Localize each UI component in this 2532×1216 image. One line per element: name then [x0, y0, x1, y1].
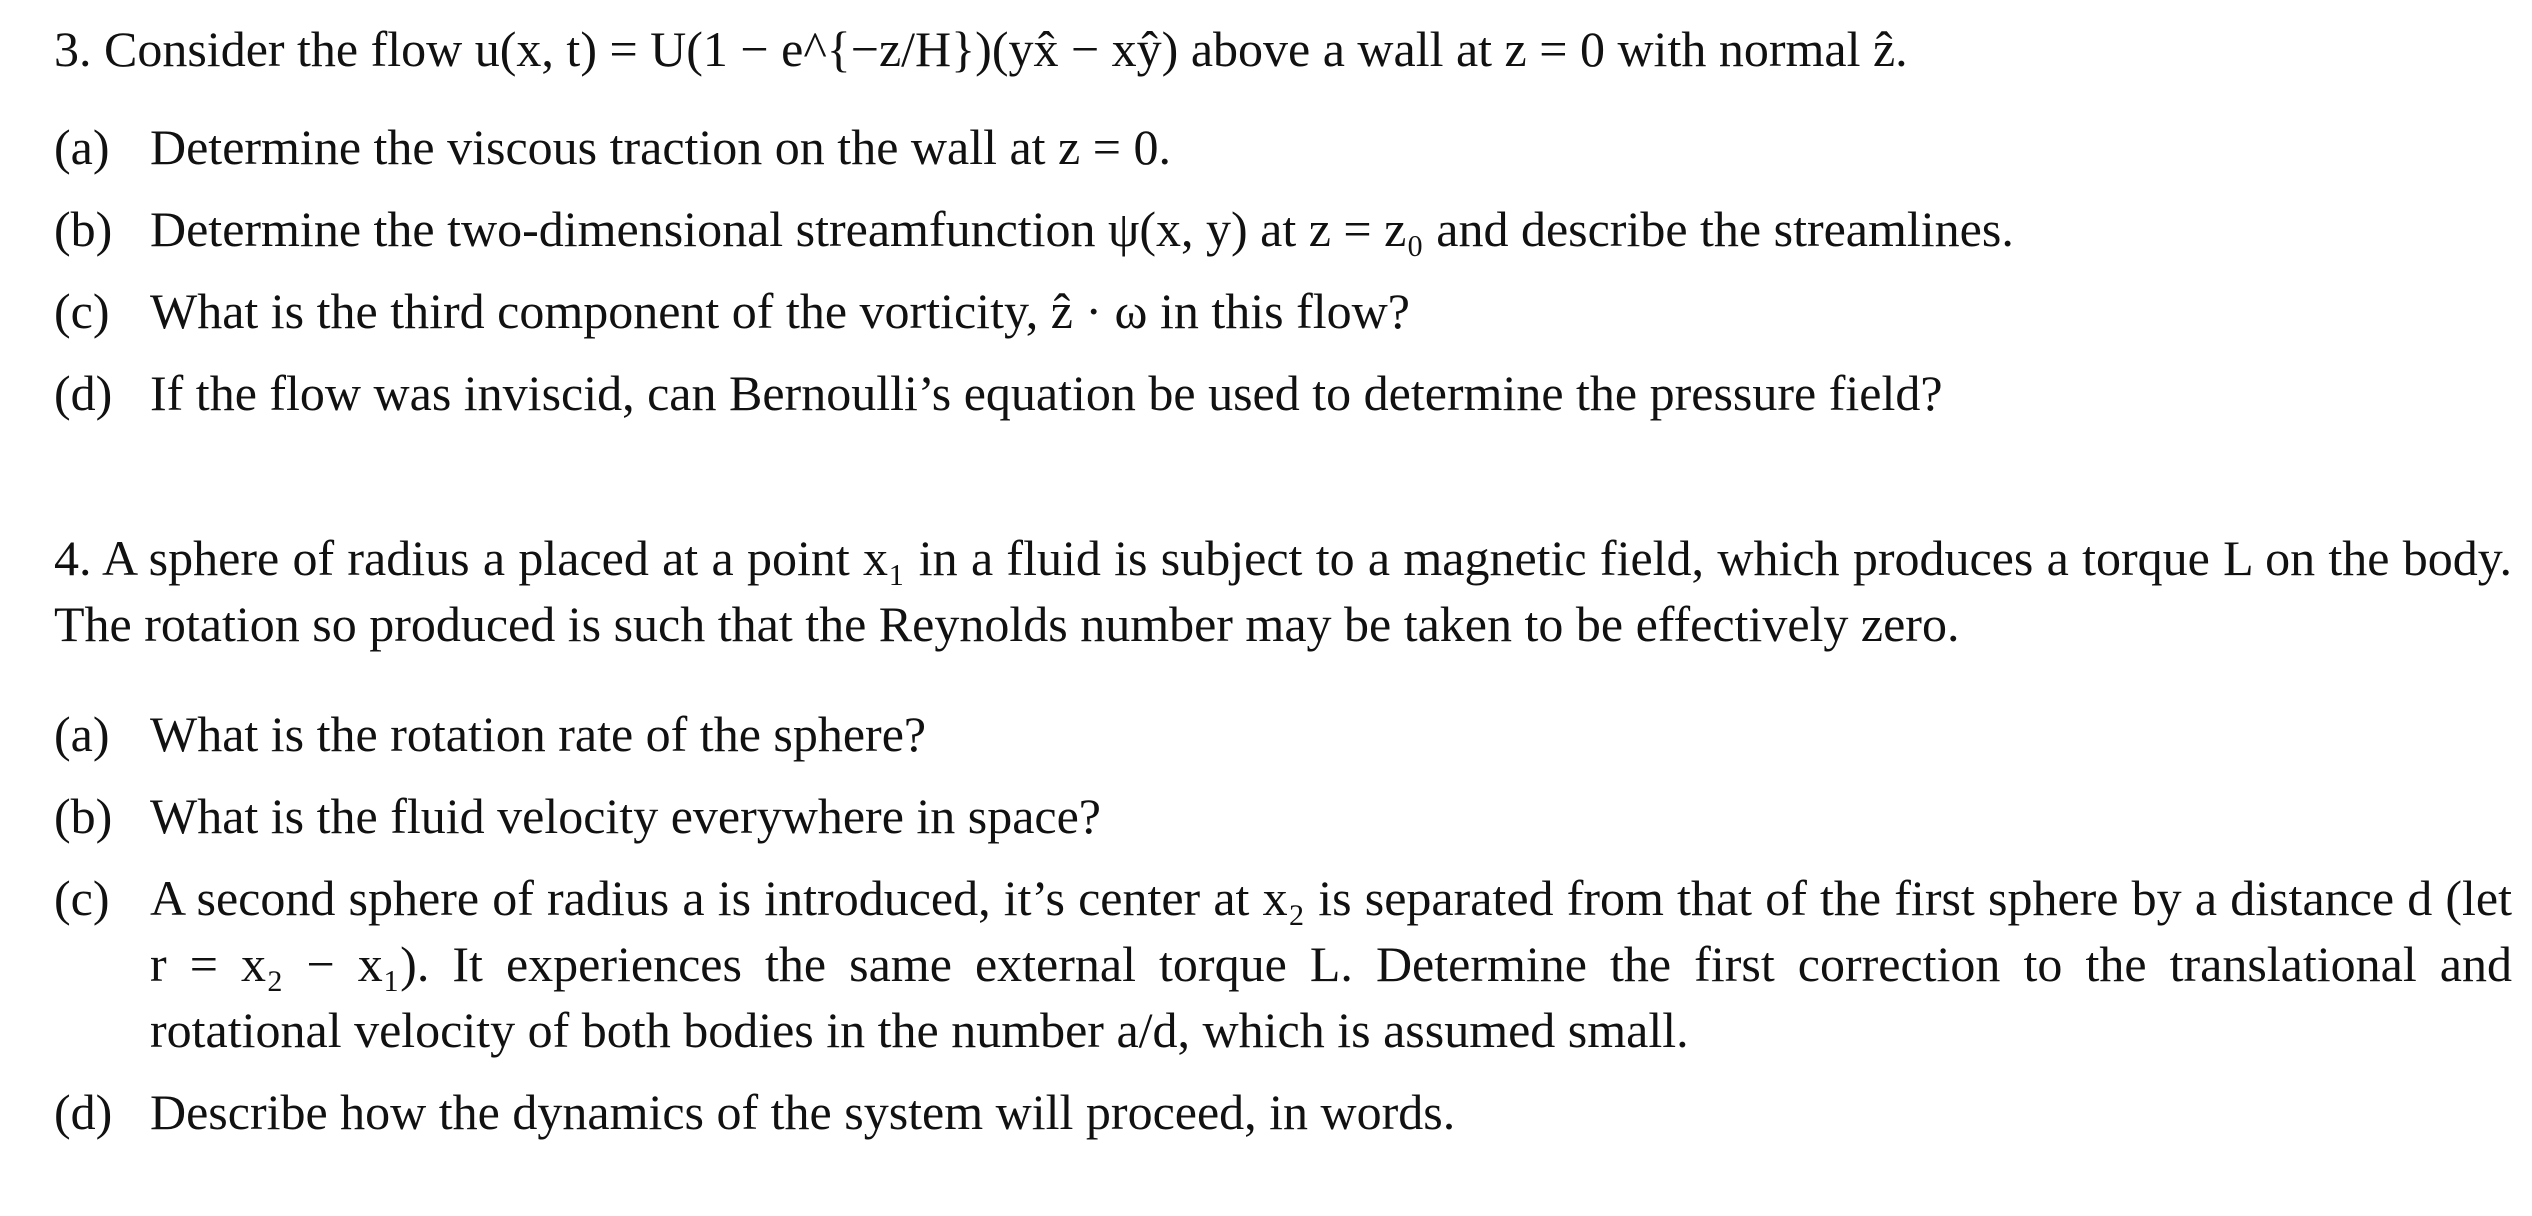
- part-label: (b): [54, 201, 113, 257]
- part-label: (b): [54, 788, 113, 844]
- part-label: (a): [54, 706, 110, 762]
- problem-3-statement: 3. Consider the flow u(x, t) = U(1 − e^{−z/H})(yx̂ − xŷ) above a wall at z = 0 with normal ẑ.: [54, 21, 1908, 77]
- part-label: (d): [54, 365, 113, 421]
- part-text: What is the rotation rate of the sphere?: [150, 706, 927, 762]
- problem-3: [54, 16, 2512, 442]
- problem-3-parts: [54, 114, 2512, 426]
- part-label: (d): [54, 1084, 113, 1140]
- part-text: If the flow was inviscid, can Bernoulli’s equation be used to determine the pressure field?: [150, 365, 1943, 421]
- problem-4-part-b: [54, 783, 2512, 849]
- problem-3-part-b: [54, 196, 2512, 262]
- problem-3-part-d: [54, 360, 2512, 426]
- problem-4: [54, 525, 2512, 1161]
- part-text: Determine the viscous traction on the wall at z = 0.: [150, 119, 1171, 175]
- part-label: (a): [54, 119, 110, 175]
- problem-4-part-d: [54, 1079, 2512, 1145]
- problem-4-part-a: [54, 701, 2512, 767]
- part-label: (c): [54, 870, 110, 926]
- part-text: What is the fluid velocity everywhere in space?: [150, 788, 1102, 844]
- part-label: (c): [54, 283, 110, 339]
- part-text: Describe how the dynamics of the system will proceed, in words.: [150, 1084, 1456, 1140]
- part-text: Determine the two-dimensional streamfunction ψ(x, y) at z = z₀ and describe the streamlines.: [150, 201, 2014, 257]
- problem-3-part-a: [54, 114, 2512, 180]
- problem-4-parts: [54, 701, 2512, 1145]
- problem-4-statement: 4. A sphere of radius a placed at a point x₁ in a fluid is subject to a magnetic field, which produces a torque L on the body. The rotation so produced is such that the Reynolds number may be taken to be effectively zero.: [54, 530, 2512, 652]
- problem-4-part-c: [54, 865, 2512, 1063]
- part-text: What is the third component of the vorticity, ẑ · ω in this flow?: [150, 283, 1410, 339]
- part-text: A second sphere of radius a is introduced, it’s center at x₂ is separated from that of the first sphere by a distance d (let r = x₂ − x₁). It experiences the same external torque L. Determine the first correction to the translational and rotational velocity of both bodies in the number a/d, which is assumed small.: [150, 870, 2512, 1058]
- problem-3-part-c: [54, 278, 2512, 344]
